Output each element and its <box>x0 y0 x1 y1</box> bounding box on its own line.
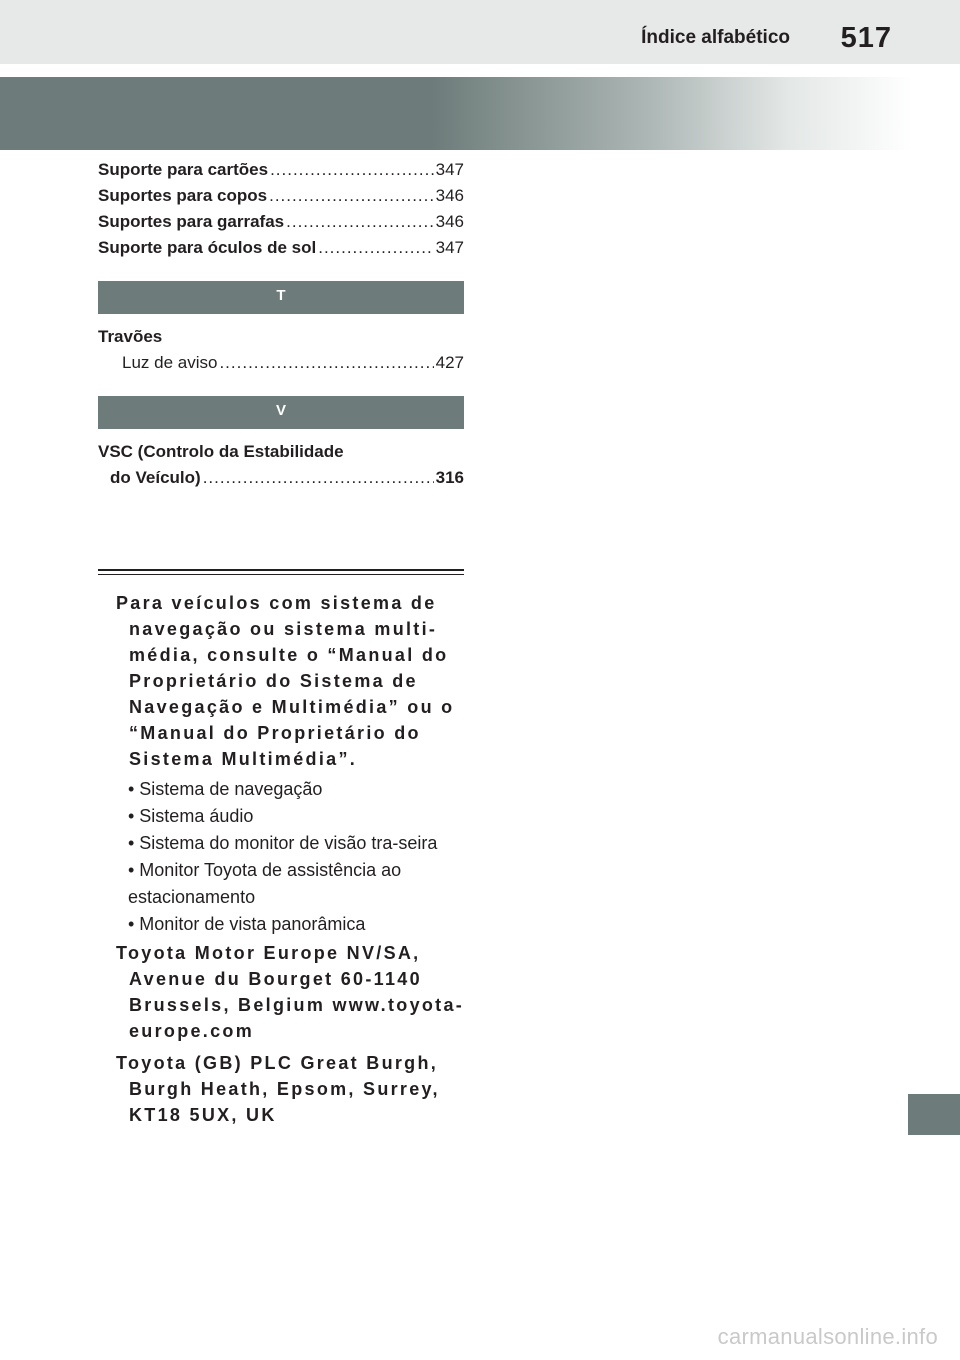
index-entry[interactable] <box>98 209 464 235</box>
leader-dots <box>203 465 434 491</box>
header-title: Índice alfabético <box>641 27 790 48</box>
watermark: carmanualsonline.info <box>717 1324 938 1349</box>
entry-label: Suportes para garrafas <box>98 212 285 231</box>
header-band <box>0 0 960 64</box>
chapter-side-tab <box>908 1094 960 1135</box>
leader-dots <box>318 235 433 261</box>
bullet-item: • Sistema do monitor de visão tra-seira <box>128 833 438 853</box>
double-rule-divider <box>98 569 464 575</box>
entry-page: 316 <box>435 468 464 487</box>
notice-block <box>116 590 468 1128</box>
index-heading-vsc: VSC (Controlo da Estabilidade <box>98 442 344 461</box>
bullet-item: • Sistema áudio <box>128 806 254 826</box>
address-europe: Toyota Motor Europe NV/SA, Avenue du Bourget 60-1140 Brussels, Belgium www.toyota-europe.com <box>116 943 465 1041</box>
entry-page: 347 <box>435 160 464 179</box>
leader-dots <box>286 209 433 235</box>
bullet-item: • Sistema de navegação <box>128 779 323 799</box>
entry-label: do Veículo) <box>110 468 201 487</box>
index-heading-travoes: Travões <box>98 327 163 346</box>
entry-page: 346 <box>435 186 464 205</box>
index-entry[interactable] <box>98 157 464 183</box>
index-subentry[interactable] <box>98 350 464 376</box>
entry-label: Suportes para copos <box>98 186 268 205</box>
entry-label: Suporte para cartões <box>98 160 269 179</box>
entry-label: Luz de aviso <box>122 353 218 372</box>
bullet-item: • Monitor de vista panorâmica <box>128 914 366 934</box>
leader-dots <box>269 183 434 209</box>
entry-page: 346 <box>435 212 464 231</box>
decorative-gradient-bar <box>0 77 960 150</box>
leader-dots <box>270 157 434 183</box>
section-letter-t: T <box>98 281 464 314</box>
index-entry[interactable] <box>98 183 464 209</box>
page-number: 517 <box>840 22 892 54</box>
index-entry[interactable] <box>98 235 464 261</box>
bullet-item: • Monitor Toyota de assistência ao estacionamento <box>128 860 402 907</box>
entry-page: 427 <box>435 353 464 372</box>
leader-dots <box>219 350 433 376</box>
section-letter-v: V <box>98 396 464 429</box>
index-entry-vsc[interactable] <box>98 465 464 491</box>
index-column <box>98 157 464 491</box>
entry-page: 347 <box>435 238 464 257</box>
notice-paragraph: Para veículos com sistema de navegação ou sistema multi-média, consulte o “Manual do Proprietário do Sistema de Navegação e Multimédia” ou o “Manual do Proprietário do Sistema Multimédia”. <box>116 593 455 769</box>
entry-label: Suporte para óculos de sol <box>98 238 317 257</box>
address-uk: Toyota (GB) PLC Great Burgh, Burgh Heath, Epsom, Surrey, KT18 5UX, UK <box>116 1053 440 1125</box>
